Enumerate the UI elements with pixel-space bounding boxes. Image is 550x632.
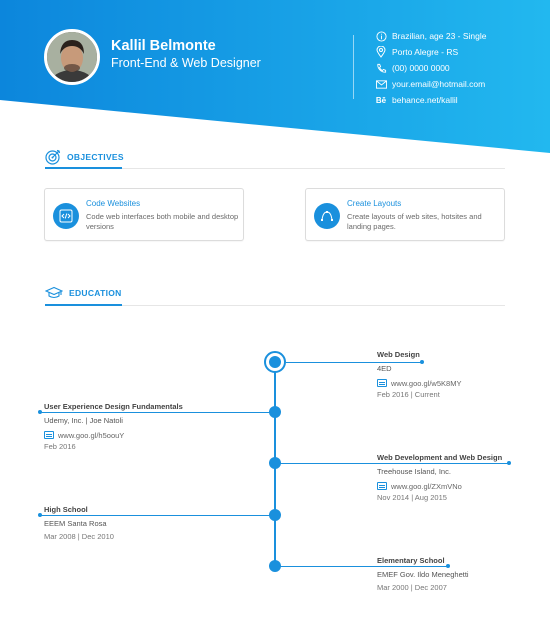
- timeline-dot: [269, 406, 281, 418]
- education-entry: [377, 556, 469, 595]
- contact-phone[interactable]: [375, 61, 450, 75]
- contact-text: behance.net/kallil: [392, 95, 458, 105]
- entry-dates: Mar 2008 | Dec 2010: [44, 532, 114, 541]
- education-entry: [44, 402, 183, 454]
- timeline-connector-end: [38, 513, 42, 517]
- section-divider-accent: [45, 167, 122, 169]
- email-icon: [375, 78, 387, 90]
- card-title: Create Layouts: [347, 199, 402, 208]
- education-entry: [377, 350, 461, 402]
- entry-title: High School: [44, 505, 88, 514]
- certificate-icon: [377, 482, 387, 490]
- contact-nationality: [375, 29, 487, 43]
- timeline-dot: [269, 509, 281, 521]
- card-title: Code Websites: [86, 199, 141, 208]
- profile-role: Front-End & Web Designer: [111, 56, 261, 70]
- education-heading: [45, 286, 122, 300]
- behance-icon: Bē: [375, 95, 387, 105]
- entry-dates: Feb 2016 | Current: [377, 390, 440, 399]
- info-icon: [375, 30, 387, 42]
- timeline-connector-end: [507, 461, 511, 465]
- header-divider: [353, 35, 354, 99]
- entry-dates: Nov 2014 | Aug 2015: [377, 493, 447, 502]
- entry-school: 4ED: [377, 364, 392, 373]
- contact-behance[interactable]: [375, 93, 458, 107]
- entry-school: Udemy, Inc. | Joe Natoli: [44, 416, 123, 425]
- contact-text: your.email@hotmail.com: [392, 79, 486, 89]
- entry-school: EMEF Gov. Ildo Meneghetti: [377, 570, 469, 579]
- education-entry: [44, 505, 114, 544]
- graduation-cap-icon: [45, 286, 63, 300]
- contact-email[interactable]: [375, 77, 485, 91]
- objectives-heading: [45, 149, 124, 165]
- vector-pen-icon: [314, 203, 340, 229]
- section-title: OBJECTIVES: [67, 152, 124, 162]
- contact-location: [375, 45, 458, 59]
- entry-link[interactable]: www.goo.gl/ZXmVNo: [377, 480, 502, 492]
- education-entry: [377, 453, 502, 505]
- entry-dates: Mar 2000 | Dec 2007: [377, 583, 447, 592]
- objective-card-code: [44, 188, 244, 241]
- entry-school: EEEM Santa Rosa: [44, 519, 107, 528]
- code-icon: [53, 203, 79, 229]
- location-pin-icon: [375, 46, 387, 58]
- contact-text: Brazilian, age 23 - Single: [392, 31, 487, 41]
- entry-title: Elementary School: [377, 556, 445, 565]
- section-divider-accent: [45, 304, 122, 306]
- section-title: EDUCATION: [69, 288, 122, 298]
- entry-link[interactable]: www.goo.gl/w5K8MY: [377, 377, 461, 389]
- certificate-icon: [44, 431, 54, 439]
- entry-title: Web Design: [377, 350, 420, 359]
- entry-title: Web Development and Web Design: [377, 453, 503, 462]
- contact-text: Porto Alegre - RS: [392, 47, 459, 57]
- card-description: Create layouts of web sites, hotsites and landing pages.: [347, 212, 482, 231]
- certificate-icon: [377, 379, 387, 387]
- contact-text: (00) 0000 0000: [392, 63, 450, 73]
- entry-title: User Experience Design Fundamentals: [44, 402, 183, 411]
- profile-name: Kallil Belmonte: [111, 38, 216, 54]
- entry-link[interactable]: www.goo.gl/h5oouY: [44, 429, 183, 441]
- card-description: Code web interfaces both mobile and desktop versions: [86, 212, 239, 231]
- entry-school: Treehouse Island, Inc.: [377, 467, 451, 476]
- timeline-connector-end: [38, 410, 42, 414]
- avatar: [44, 29, 100, 85]
- phone-icon: [375, 62, 387, 74]
- objective-card-layouts: [305, 188, 505, 241]
- entry-dates: Feb 2016: [44, 442, 76, 451]
- timeline-current-marker: [264, 351, 286, 373]
- target-icon: [45, 149, 61, 165]
